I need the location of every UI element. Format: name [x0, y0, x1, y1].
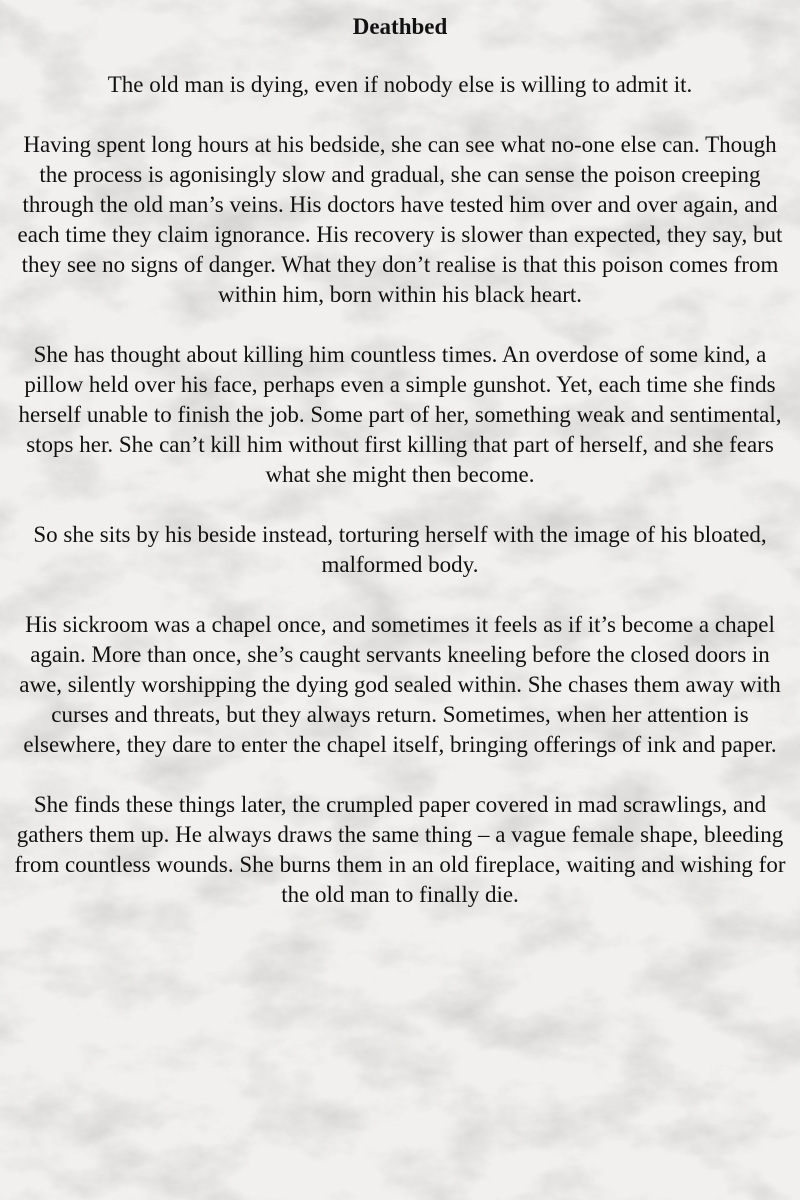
paragraph-3: She has thought about killing him countless times. An overdose of some kind, a pillow held over his face, perhaps even a simple gunshot. Yet, each time she finds herself unable to finish the job. Some part of her, something weak and sentimental, stops her. She can’t kill him without first killing that part of herself, and she fears what she might then become. [18, 342, 782, 487]
paragraph-5: His sickroom was a chapel once, and sometimes it feels as if it’s become a chapel again. More than once, she’s caught servants kneeling before the closed doors in awe, silently worshipping the dying god sealed within. She chases them away with curses and threats, but they always return. Sometimes, when her attention is elsewhere, they dare to enter the chapel itself, bringing offerings of ink and paper. [19, 612, 781, 757]
paragraph-6: She finds these things later, the crumpled paper covered in mad scrawlings, and gathers them up. He always draws the same thing – a vague female shape, bleeding from countless wounds. She burns them in an old fireplace, waiting and wishing for the old man to finally die. [14, 792, 786, 907]
document-title: Deathbed [352, 14, 448, 39]
paragraph-1: The old man is dying, even if nobody else is willing to admit it. [107, 72, 693, 97]
paragraph-2: Having spent long hours at his bedside, she can see what no-one else can. Though the process is agonisingly slow and gradual, she can sense the poison creeping through the old man’s veins. His doctors have tested him over and over again, and each time they claim ignorance. His recovery is slower than expected, they say, but they see no signs of danger. What they don’t realise is that this poison comes from within him, born within his black heart. [17, 132, 783, 307]
paragraph-4: So she sits by his beside instead, torturing herself with the image of his bloated, malformed body. [33, 522, 767, 577]
